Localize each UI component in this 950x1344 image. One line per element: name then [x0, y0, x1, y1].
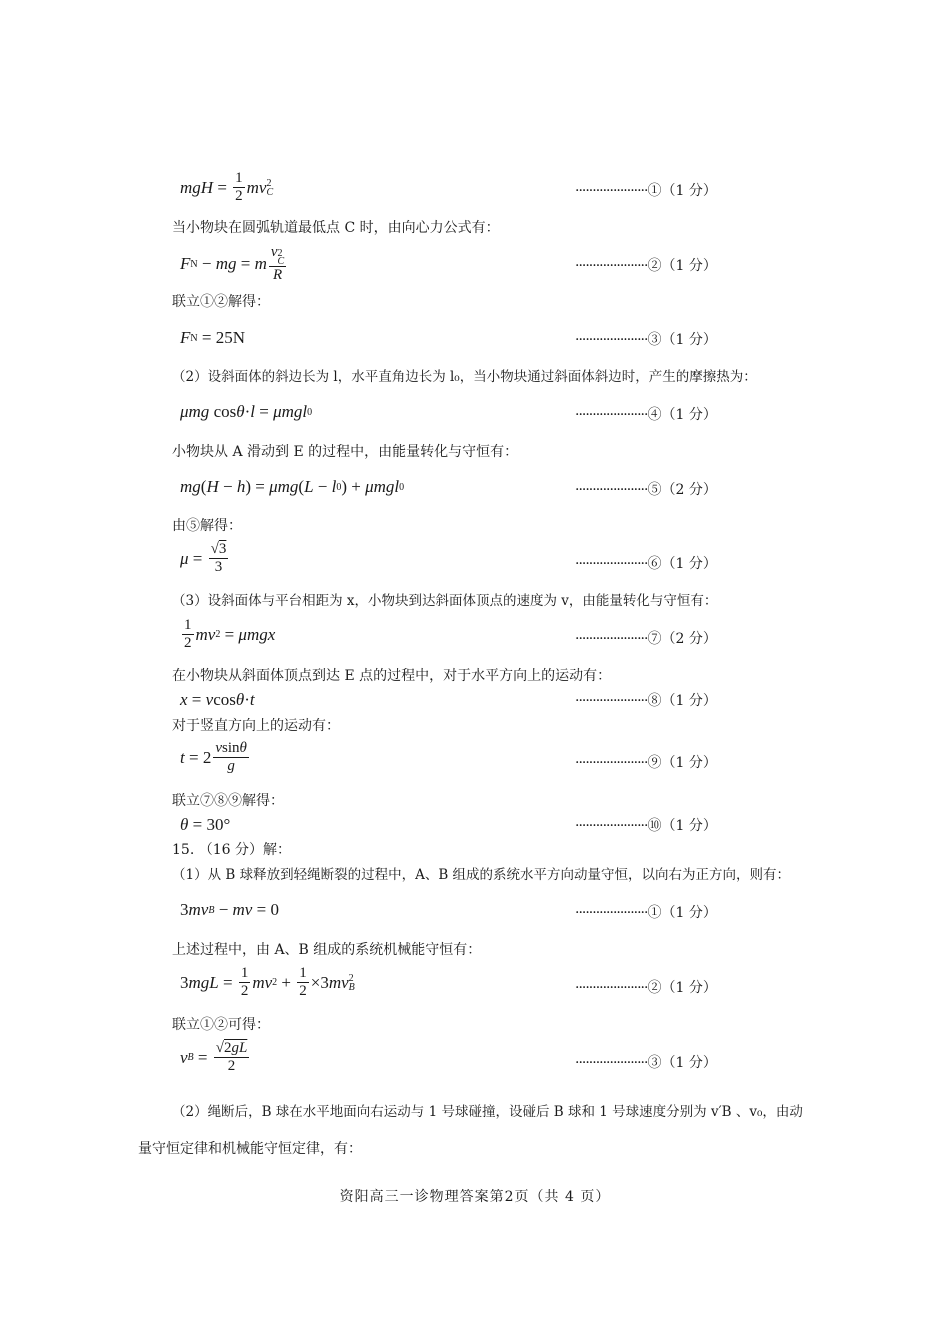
line-14: （2）绳断后，B 球在水平地面向右运动与 1 号球碰撞，设碰后 B 球和 1 号球速度分别为 v′B 、v₀，由动: [172, 1104, 803, 1120]
line-1: 当小物块在圆弧轨道最低点 C 时，由向心力公式有：: [172, 220, 500, 236]
score-4: ·····················④（1 分）: [575, 407, 717, 423]
line-11: （1）从 B 球释放到轻绳断裂的过程中，A、B 组成的系统水平方向动量守恒，以向右为正方向，则有：: [172, 867, 791, 883]
line-10: 15. （16 分）解：: [172, 842, 291, 858]
line-3: （2）设斜面体的斜边长为 l，水平直角边长为 l₀，当小物块通过斜面体斜边时，产生的摩擦热为：: [172, 369, 757, 385]
score-1: ·····················①（1 分）: [575, 183, 717, 199]
page-footer: 资阳高三一诊物理答案第2页（共 4 页）: [339, 1189, 611, 1205]
line-9: 联立⑦⑧⑨解得：: [172, 793, 284, 809]
line-4: 小物块从 A 滑动到 E 的过程中，由能量转化与守恒有：: [172, 444, 519, 460]
equation-8: x = v cos θ · t: [180, 690, 255, 709]
line-13: 联立①②可得：: [172, 1017, 270, 1033]
score-13: ·····················③（1 分）: [575, 1055, 717, 1071]
equation-6: μ = $\frac{√3}{3}$: [180, 541, 227, 575]
equation-11: 3 mv B − mv = 0: [180, 900, 279, 919]
line-2: 联立①②解得：: [172, 294, 270, 310]
equation-4: μmg cos θ · l = μmgl 0: [180, 402, 313, 421]
equation-1: mgH = $\frac{1}{2}$ mv 2 C: [180, 170, 274, 204]
equation-5: mg ( H − h ) = μmg ( L − l 0 ) + μmgl 0: [180, 477, 405, 496]
score-6: ·····················⑥（1 分）: [575, 556, 717, 572]
equation-7: $\frac{1}{2}$ mv 2 = μmgx: [184, 617, 276, 651]
equation-10: θ = 30°: [180, 815, 231, 834]
score-8: ·····················⑧（1 分）: [575, 693, 717, 709]
score-5: ·····················⑤（2 分）: [575, 482, 717, 498]
equation-12: 3 mgL = $\frac{1}{2}$ mv 2 + $\frac{1}{2}$ ×3 mv 2 B: [180, 965, 355, 999]
line-7: 在小物块从斜面体顶点到达 E 点的过程中，对于水平方向上的运动有：: [172, 668, 612, 684]
equation-9: t = 2 $\frac{vsin\theta}{g}$: [180, 740, 247, 774]
equation-3: F N = 25N: [180, 328, 245, 347]
line-6: （3）设斜面体与平台相距为 x，小物块到达斜面体顶点的速度为 v，由能量转化与守恒有：: [172, 593, 718, 609]
line-5: 由⑤解得：: [172, 518, 242, 534]
equation-2: F N − mg = m v 2 C R: [180, 244, 285, 283]
line-8: 对于竖直方向上的运动有：: [172, 718, 340, 734]
score-3: ·····················③（1 分）: [575, 332, 717, 348]
equation-13: v B = $\frac{√2gL}{2}$: [180, 1040, 248, 1074]
score-9: ·····················⑨（1 分）: [575, 755, 717, 771]
line-12: 上述过程中，由 A、B 组成的系统机械能守恒有：: [172, 942, 482, 958]
score-7: ·····················⑦（2 分）: [575, 631, 717, 647]
score-11: ·····················①（1 分）: [575, 905, 717, 921]
score-10: ·····················⑩（1 分）: [575, 818, 717, 834]
score-2: ·····················②（1 分）: [575, 258, 717, 274]
score-12: ·····················②（1 分）: [575, 980, 717, 996]
line-15: 量守恒定律和机械能守恒定律，有：: [138, 1141, 362, 1157]
